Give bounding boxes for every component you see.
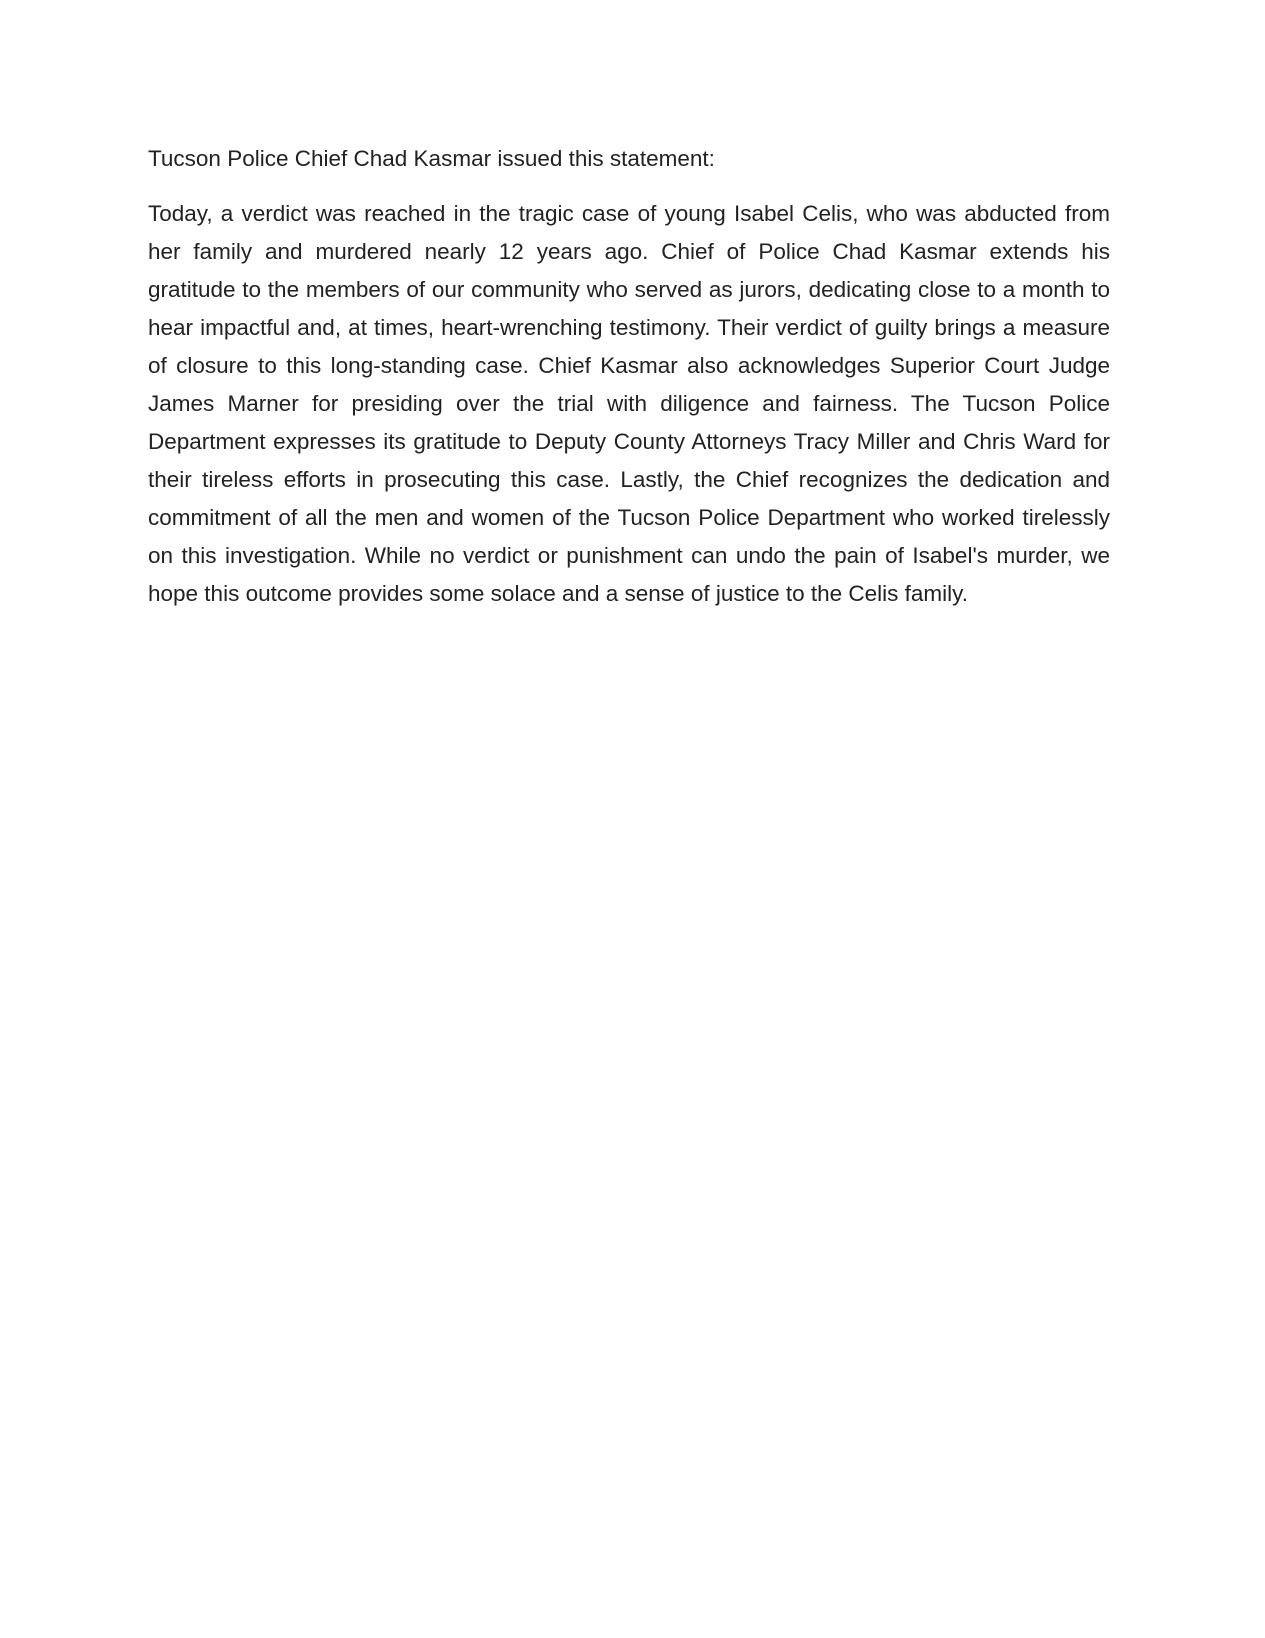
statement-paragraph: Today, a verdict was reached in the tragic case of young Isabel Celis, who was abducted from her family and murdered nearly 12 years ago. Chief of Police Chad Kasmar extends his gratitude to the members of our community who served as jurors, dedicating close to a month to hear impactful and, at times, heart-wrenching testimony. Their verdict of guilty brings a measure of closure to this long-standing case. Chief Kasmar also acknowledges Superior Court Judge James Marner for presiding over the trial with diligence and fairness. The Tucson Police Department expresses its gratitude to Deputy County Attorneys Tracy Miller and Chris Ward for their tireless efforts in prosecuting this case. Lastly, the Chief recognizes the dedication and commitment of all the men and women of the Tucson Police Department who worked tirelessly on this investigation. While no verdict or punishment can undo the pain of Isabel's murder, we hope this outcome provides some solace and a sense of justice to the Celis family. [148,201,1110,606]
document-body [148,140,1110,613]
intro-line: Tucson Police Chief Chad Kasmar issued this statement: [148,146,715,171]
